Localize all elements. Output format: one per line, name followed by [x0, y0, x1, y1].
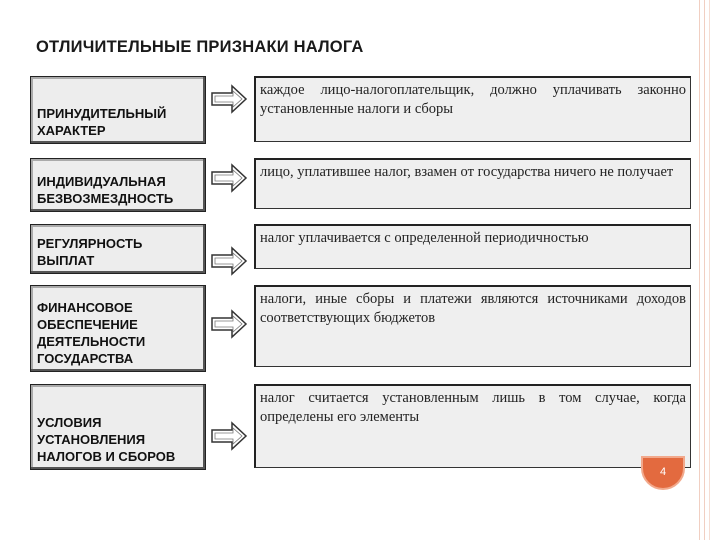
page-number-badge: 4 — [641, 456, 685, 490]
feature-description-1 — [254, 76, 691, 142]
feature-label-text: ПРИНУДИТЕЛЬНЫЙ ХАРАКТЕР — [37, 106, 167, 138]
feature-label-1 — [30, 76, 206, 144]
feature-description-text: налог считается установленным лишь в том случае, когда определены его элементы — [260, 390, 686, 425]
arrow-right-icon — [210, 309, 248, 339]
arrow-right-icon — [210, 421, 248, 451]
feature-description-2 — [254, 158, 691, 209]
slide-title: ОТЛИЧИТЕЛЬНЫЕ ПРИЗНАКИ НАЛОГА — [36, 38, 364, 56]
arrow-right-icon — [210, 84, 248, 114]
feature-label-4 — [30, 285, 206, 372]
feature-label-text: РЕГУЛЯРНОСТЬ ВЫПЛАТ — [37, 236, 143, 268]
feature-description-3 — [254, 224, 691, 269]
feature-description-text: лицо, уплатившее налог, взамен от государства ничего не получает — [260, 164, 674, 180]
feature-label-2 — [30, 158, 206, 212]
feature-label-text: УСЛОВИЯ УСТАНОВЛЕНИЯ НАЛОГОВ И СБОРОВ — [37, 415, 176, 464]
feature-description-text: налоги, иные сборы и платежи являются источниками доходов соответствующих бюджетов — [260, 291, 686, 326]
feature-description-text: каждое лицо-налогоплательщик, должно уплачивать законно установленные налоги и сборы — [260, 82, 686, 117]
arrow-right-icon — [210, 246, 248, 276]
feature-label-text: ИНДИВИДУАЛЬНАЯ БЕЗВОЗМЕЗДНОСТЬ — [37, 174, 174, 206]
feature-label-3 — [30, 224, 206, 274]
feature-description-text: налог уплачивается с определенной периодичностью — [260, 230, 589, 246]
arrow-right-icon — [210, 163, 248, 193]
slide-frame-border — [699, 0, 720, 540]
feature-label-5 — [30, 384, 206, 470]
feature-description-5 — [254, 384, 691, 468]
feature-label-text: ФИНАНСОВОЕ ОБЕСПЕЧЕНИЕ ДЕЯТЕЛЬНОСТИ ГОСУДАРСТВА — [37, 300, 146, 366]
feature-description-4 — [254, 285, 691, 367]
